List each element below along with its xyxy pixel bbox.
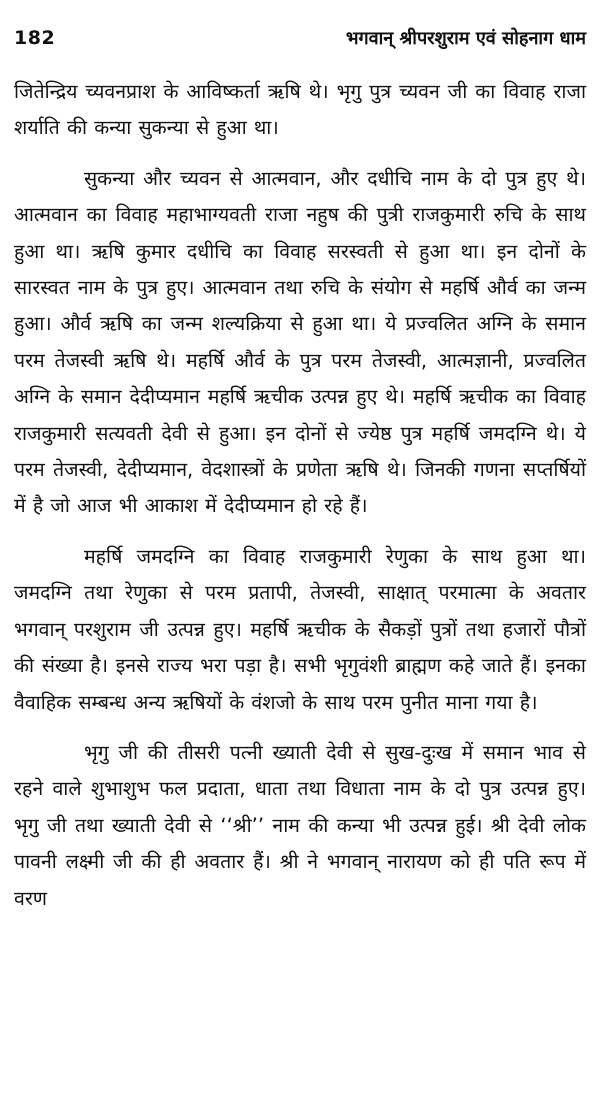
- page-header: [14, 26, 586, 60]
- paragraph: जितेन्द्रिय च्यवनप्राश के आविष्कर्ता ऋषि थे। भृगु पुत्र च्यवन जी का विवाह राजा शर्याति की कन्या सुकन्या से हुआ था।: [14, 80, 586, 140]
- paragraph: सुकन्या और च्यवन से आत्मवान, और दधीचि नाम के दो पुत्र हुए थे। आत्मवान का विवाह महाभाग्यवती राजा नहुष की पुत्री राजकुमारी रुचि के साथ हुआ था। ऋषि कुमार दधीचि का विवाह सरस्वती से हुआ था। इन दोनों के सारस्वत नाम के पुत्र हुए। आत्मवान तथा रुचि के संयोग से महर्षि और्व का जन्म हुआ। और्व ऋषि का जन्म शल्यक्रिया से हुआ था। ये प्रज्वलित अग्नि के समान परम तेजस्वी ऋषि थे। महर्षि और्व के पुत्र परम तेजस्वी, आत्मज्ञानी, प्रज्वलित अग्नि के समान देदीप्यमान महर्षि ऋचीक उत्पन्न हुए थे। महर्षि ऋचीक का विवाह राजकुमारी सत्यवती देवी से हुआ। इन दोनों से ज्येष्ठ पुत्र महर्षि जमदग्नि थे। ये परम तेजस्वी, देदीप्यमान, वेदशास्त्रों के प्रणेता ऋषि थे। जिनकी गणना सप्तर्षियों में है जो आज भी आकाश में देदीप्यमान हो रहे हैं।: [14, 166, 586, 518]
- paragraph: महर्षि जमदग्नि का विवाह राजकुमारी रेणुका के साथ हुआ था। जमदग्नि तथा रेणुका से परम प्रतापी, तेजस्वी, साक्षात् परमात्मा के अवतार भगवान् परशुराम जी उत्पन्न हुए। महर्षि ऋचीक के सैकड़ों पुत्रों तथा हजारों पौत्रों की संख्या है। इनसे राज्य भरा पड़ा है। सभी भृगुवंशी ब्राह्मण कहे जाते हैं। इनका वैवाहिक सम्बन्ध अन्य ऋषियों के वंशजो के साथ परम पुनीत माना गया है।: [14, 544, 586, 714]
- paragraph: भृगु जी की तीसरी पत्नी ख्याती देवी से सुख-दुःख में समान भाव से रहने वाले शुभाशुभ फल प्रदाता, धाता तथा विधाता नाम के दो पुत्र उत्पन्न हुए। भृगु जी तथा ख्याती देवी से ‘‘श्री’’ नाम की कन्या भी उत्पन्न हुई। श्री देवी लोक पावनी लक्ष्मी जी की ही अवतार हैं। श्री ने भगवान् नारायण को ही पति रूप में वरण: [14, 740, 586, 910]
- body-text: [14, 74, 586, 917]
- running-head: भगवान् श्रीपरशुराम एवं सोहनाग धाम: [345, 28, 586, 49]
- page-number: 182: [14, 27, 56, 49]
